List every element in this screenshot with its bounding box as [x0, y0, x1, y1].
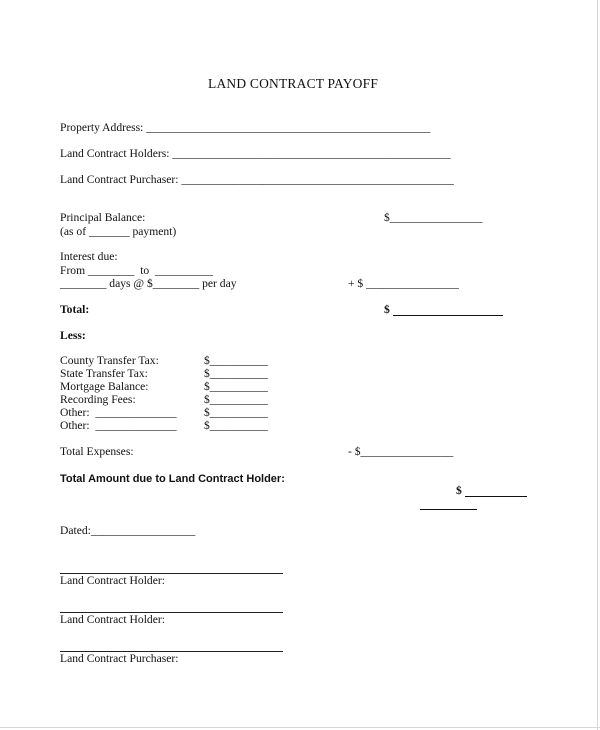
- land-contract-holders-field[interactable]: Land Contract Holders: ________________________________________________: [60, 147, 451, 160]
- less-item-amount[interactable]: $__________: [204, 419, 268, 432]
- total-due-line-2: [420, 509, 477, 510]
- less-label: Less:: [60, 329, 86, 342]
- land-contract-purchaser-field[interactable]: Land Contract Purchaser: _______________________________________________: [60, 173, 454, 186]
- total-expenses-amount[interactable]: - $________________: [348, 445, 454, 458]
- total-label: Total:: [60, 303, 90, 316]
- total-due-amount[interactable]: $: [456, 484, 462, 497]
- principal-balance-label: Principal Balance:: [60, 211, 146, 224]
- less-item-label[interactable]: Other: ______________: [60, 406, 177, 419]
- less-item-amount[interactable]: $__________: [204, 367, 268, 380]
- less-item-label: Mortgage Balance:: [60, 380, 149, 393]
- less-item-label: State Transfer Tax:: [60, 367, 148, 380]
- signature-label: Land Contract Holder:: [60, 613, 165, 626]
- interest-due-label: Interest due:: [60, 250, 118, 263]
- total-due-label: Total Amount due to Land Contract Holder:: [60, 473, 285, 485]
- less-item-label: County Transfer Tax:: [60, 354, 159, 367]
- interest-days-rate-field[interactable]: ________ days @ $________ per day: [60, 277, 237, 290]
- less-item-label[interactable]: Other: ______________: [60, 419, 177, 432]
- page-edge-bottom: [0, 727, 600, 728]
- less-item-amount[interactable]: $__________: [204, 393, 268, 406]
- page-title: LAND CONTRACT PAYOFF: [208, 76, 379, 91]
- total-amount[interactable]: $: [384, 303, 390, 316]
- property-address-field[interactable]: Property Address: _________________________________________________: [60, 121, 431, 134]
- interest-amount[interactable]: + $ ________________: [348, 277, 459, 290]
- less-item-amount[interactable]: $__________: [204, 380, 268, 393]
- principal-as-of-field[interactable]: (as of _______ payment): [60, 225, 177, 238]
- signature-label: Land Contract Holder:: [60, 574, 165, 587]
- less-item-amount[interactable]: $__________: [204, 354, 268, 367]
- dated-field[interactable]: Dated:__________________: [60, 524, 196, 537]
- less-item-label: Recording Fees:: [60, 393, 136, 406]
- interest-from-to-field[interactable]: From ________ to __________: [60, 264, 213, 277]
- page-edge-right: [597, 0, 598, 730]
- total-amount-line: [393, 315, 503, 316]
- principal-balance-amount[interactable]: $________________: [384, 211, 483, 224]
- signature-label: Land Contract Purchaser:: [60, 652, 179, 665]
- total-due-line-1: [465, 496, 527, 497]
- less-item-amount[interactable]: $__________: [204, 406, 268, 419]
- total-expenses-label: Total Expenses:: [60, 445, 134, 458]
